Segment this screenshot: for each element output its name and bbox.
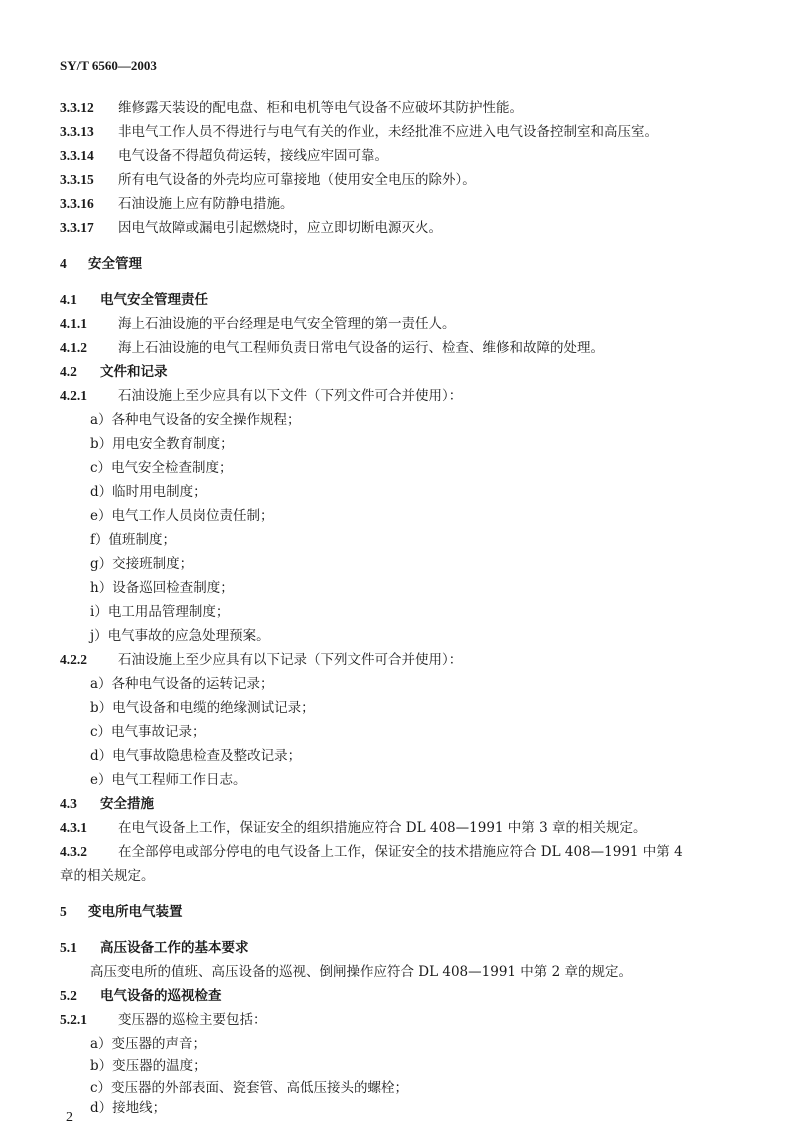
clause-4-1-1 — [60, 314, 456, 334]
clause-text: 因电气故障或漏电引起燃烧时，应立即切断电源灭火。 — [118, 220, 442, 236]
list-item: a）变压器的声音； — [90, 1036, 207, 1052]
section-number: 4 — [60, 256, 67, 271]
clause-number: 4.3.1 — [60, 820, 87, 835]
list-item: a）各种电气设备的安全操作规程； — [90, 412, 301, 428]
list-item: e）电气工作人员岗位责任制； — [90, 508, 274, 524]
list-item: e）电气工程师工作日志。 — [90, 772, 247, 788]
section-4-heading — [60, 254, 142, 274]
clause-text: 海上石油设施的电气工程师负责日常电气设备的运行、检查、维修和故障的处理。 — [118, 340, 604, 356]
clause-number: 4.3.2 — [60, 844, 87, 859]
heading-number: 4.3 — [60, 796, 77, 811]
clause-text: 海上石油设施的平台经理是电气安全管理的第一责任人。 — [118, 316, 456, 332]
heading-4-1 — [60, 290, 208, 310]
clause-4-3-1 — [60, 818, 646, 838]
heading-5-2 — [60, 986, 222, 1006]
clause-text: 非电气工作人员不得进行与电气有关的作业，未经批准不应进入电气设备控制室和高压室。 — [118, 124, 658, 140]
heading-number: 5.2 — [60, 988, 77, 1003]
clause-3-3-17 — [60, 218, 442, 238]
list-item: c）电气事故记录； — [90, 724, 206, 740]
clause-text: 所有电气设备的外壳均应可靠接地（使用安全电压的除外）。 — [118, 172, 476, 188]
clause-text: 石油设施上应有防静电措施。 — [118, 196, 294, 212]
clause-3-3-14 — [60, 146, 388, 166]
clause-text: 在电气设备上工作，保证安全的组织措施应符合 DL 408—1991 中第 3 章的相关规定。 — [118, 820, 647, 836]
clause-number: 4.2.1 — [60, 388, 87, 403]
clause-number: 3.3.17 — [60, 220, 94, 235]
list-item: d）接地线； — [90, 1100, 167, 1116]
clause-text: 石油设施上至少应具有以下文件（下列文件可合并使用）： — [118, 388, 463, 404]
list-item: a）各种电气设备的运转记录； — [90, 676, 274, 692]
heading-title: 电气设备的巡视检查 — [100, 988, 222, 1004]
heading-4-2 — [60, 362, 168, 382]
clause-text: 石油设施上至少应具有以下记录（下列文件可合并使用）： — [118, 652, 463, 668]
clause-4-3-2-continued: 章的相关规定。 — [60, 868, 155, 884]
list-item: i）电工用品管理制度； — [90, 604, 230, 620]
list-item: j）电气事故的应急处理预案。 — [90, 628, 270, 644]
heading-title: 安全措施 — [100, 796, 154, 812]
clause-4-2-2 — [60, 650, 462, 670]
list-item: b）变压器的温度； — [90, 1058, 207, 1074]
standard-code: SY/T 6560—2003 — [60, 58, 157, 73]
list-item: d）电气事故隐患检查及整改记录； — [90, 748, 302, 764]
clause-5-2-1 — [60, 1010, 267, 1030]
clause-number: 4.1.1 — [60, 316, 87, 331]
clause-3-3-12 — [60, 98, 523, 118]
clause-number: 3.3.12 — [60, 100, 94, 115]
page-number: 2 — [66, 1110, 73, 1125]
paragraph-5-1: 高压变电所的值班、高压设备的巡视、倒闸操作应符合 DL 408—1991 中第 2 章的规定。 — [90, 964, 632, 980]
list-item: h）设备巡回检查制度； — [90, 580, 234, 596]
clause-number: 3.3.14 — [60, 148, 94, 163]
clause-4-2-1 — [60, 386, 462, 406]
clause-number: 3.3.16 — [60, 196, 94, 211]
list-item: d）临时用电制度； — [90, 484, 207, 500]
heading-title: 高压设备工作的基本要求 — [100, 940, 249, 956]
clause-text: 变压器的巡检主要包括： — [118, 1012, 267, 1028]
section-5-heading — [60, 902, 183, 922]
clause-text: 维修露天装设的配电盘、柜和电机等电气设备不应破坏其防护性能。 — [118, 100, 523, 116]
heading-title: 电气安全管理责任 — [100, 292, 208, 308]
heading-4-3 — [60, 794, 154, 814]
heading-5-1 — [60, 938, 249, 958]
clause-number: 4.1.2 — [60, 340, 87, 355]
clause-3-3-15 — [60, 170, 476, 190]
section-title: 安全管理 — [88, 256, 142, 272]
clause-text: 在全部停电或部分停电的电气设备上工作，保证安全的技术措施应符合 DL 408—1991 中第 4 — [118, 844, 683, 860]
clause-number: 4.2.2 — [60, 652, 87, 667]
clause-number: 3.3.13 — [60, 124, 94, 139]
heading-number: 5.1 — [60, 940, 77, 955]
clause-3-3-16 — [60, 194, 294, 214]
clause-3-3-13 — [60, 122, 658, 142]
list-item: b）电气设备和电缆的绝缘测试记录； — [90, 700, 315, 716]
list-item: c）电气安全检查制度； — [90, 460, 233, 476]
clause-number: 5.2.1 — [60, 1012, 87, 1027]
section-number: 5 — [60, 904, 67, 919]
heading-number: 4.2 — [60, 364, 77, 379]
heading-title: 文件和记录 — [100, 364, 168, 380]
clause-text: 电气设备不得超负荷运转，接线应牢固可靠。 — [118, 148, 388, 164]
heading-number: 4.1 — [60, 292, 77, 307]
list-item: b）用电安全教育制度； — [90, 436, 234, 452]
list-item: c）变压器的外部表面、瓷套管、高低压接头的螺栓； — [90, 1080, 409, 1096]
clause-4-3-2 — [60, 842, 683, 862]
clause-4-1-2 — [60, 338, 604, 358]
list-item: f）值班制度； — [90, 532, 176, 548]
section-title: 变电所电气装置 — [88, 904, 183, 920]
clause-number: 3.3.15 — [60, 172, 94, 187]
list-item: g）交接班制度； — [90, 556, 194, 572]
